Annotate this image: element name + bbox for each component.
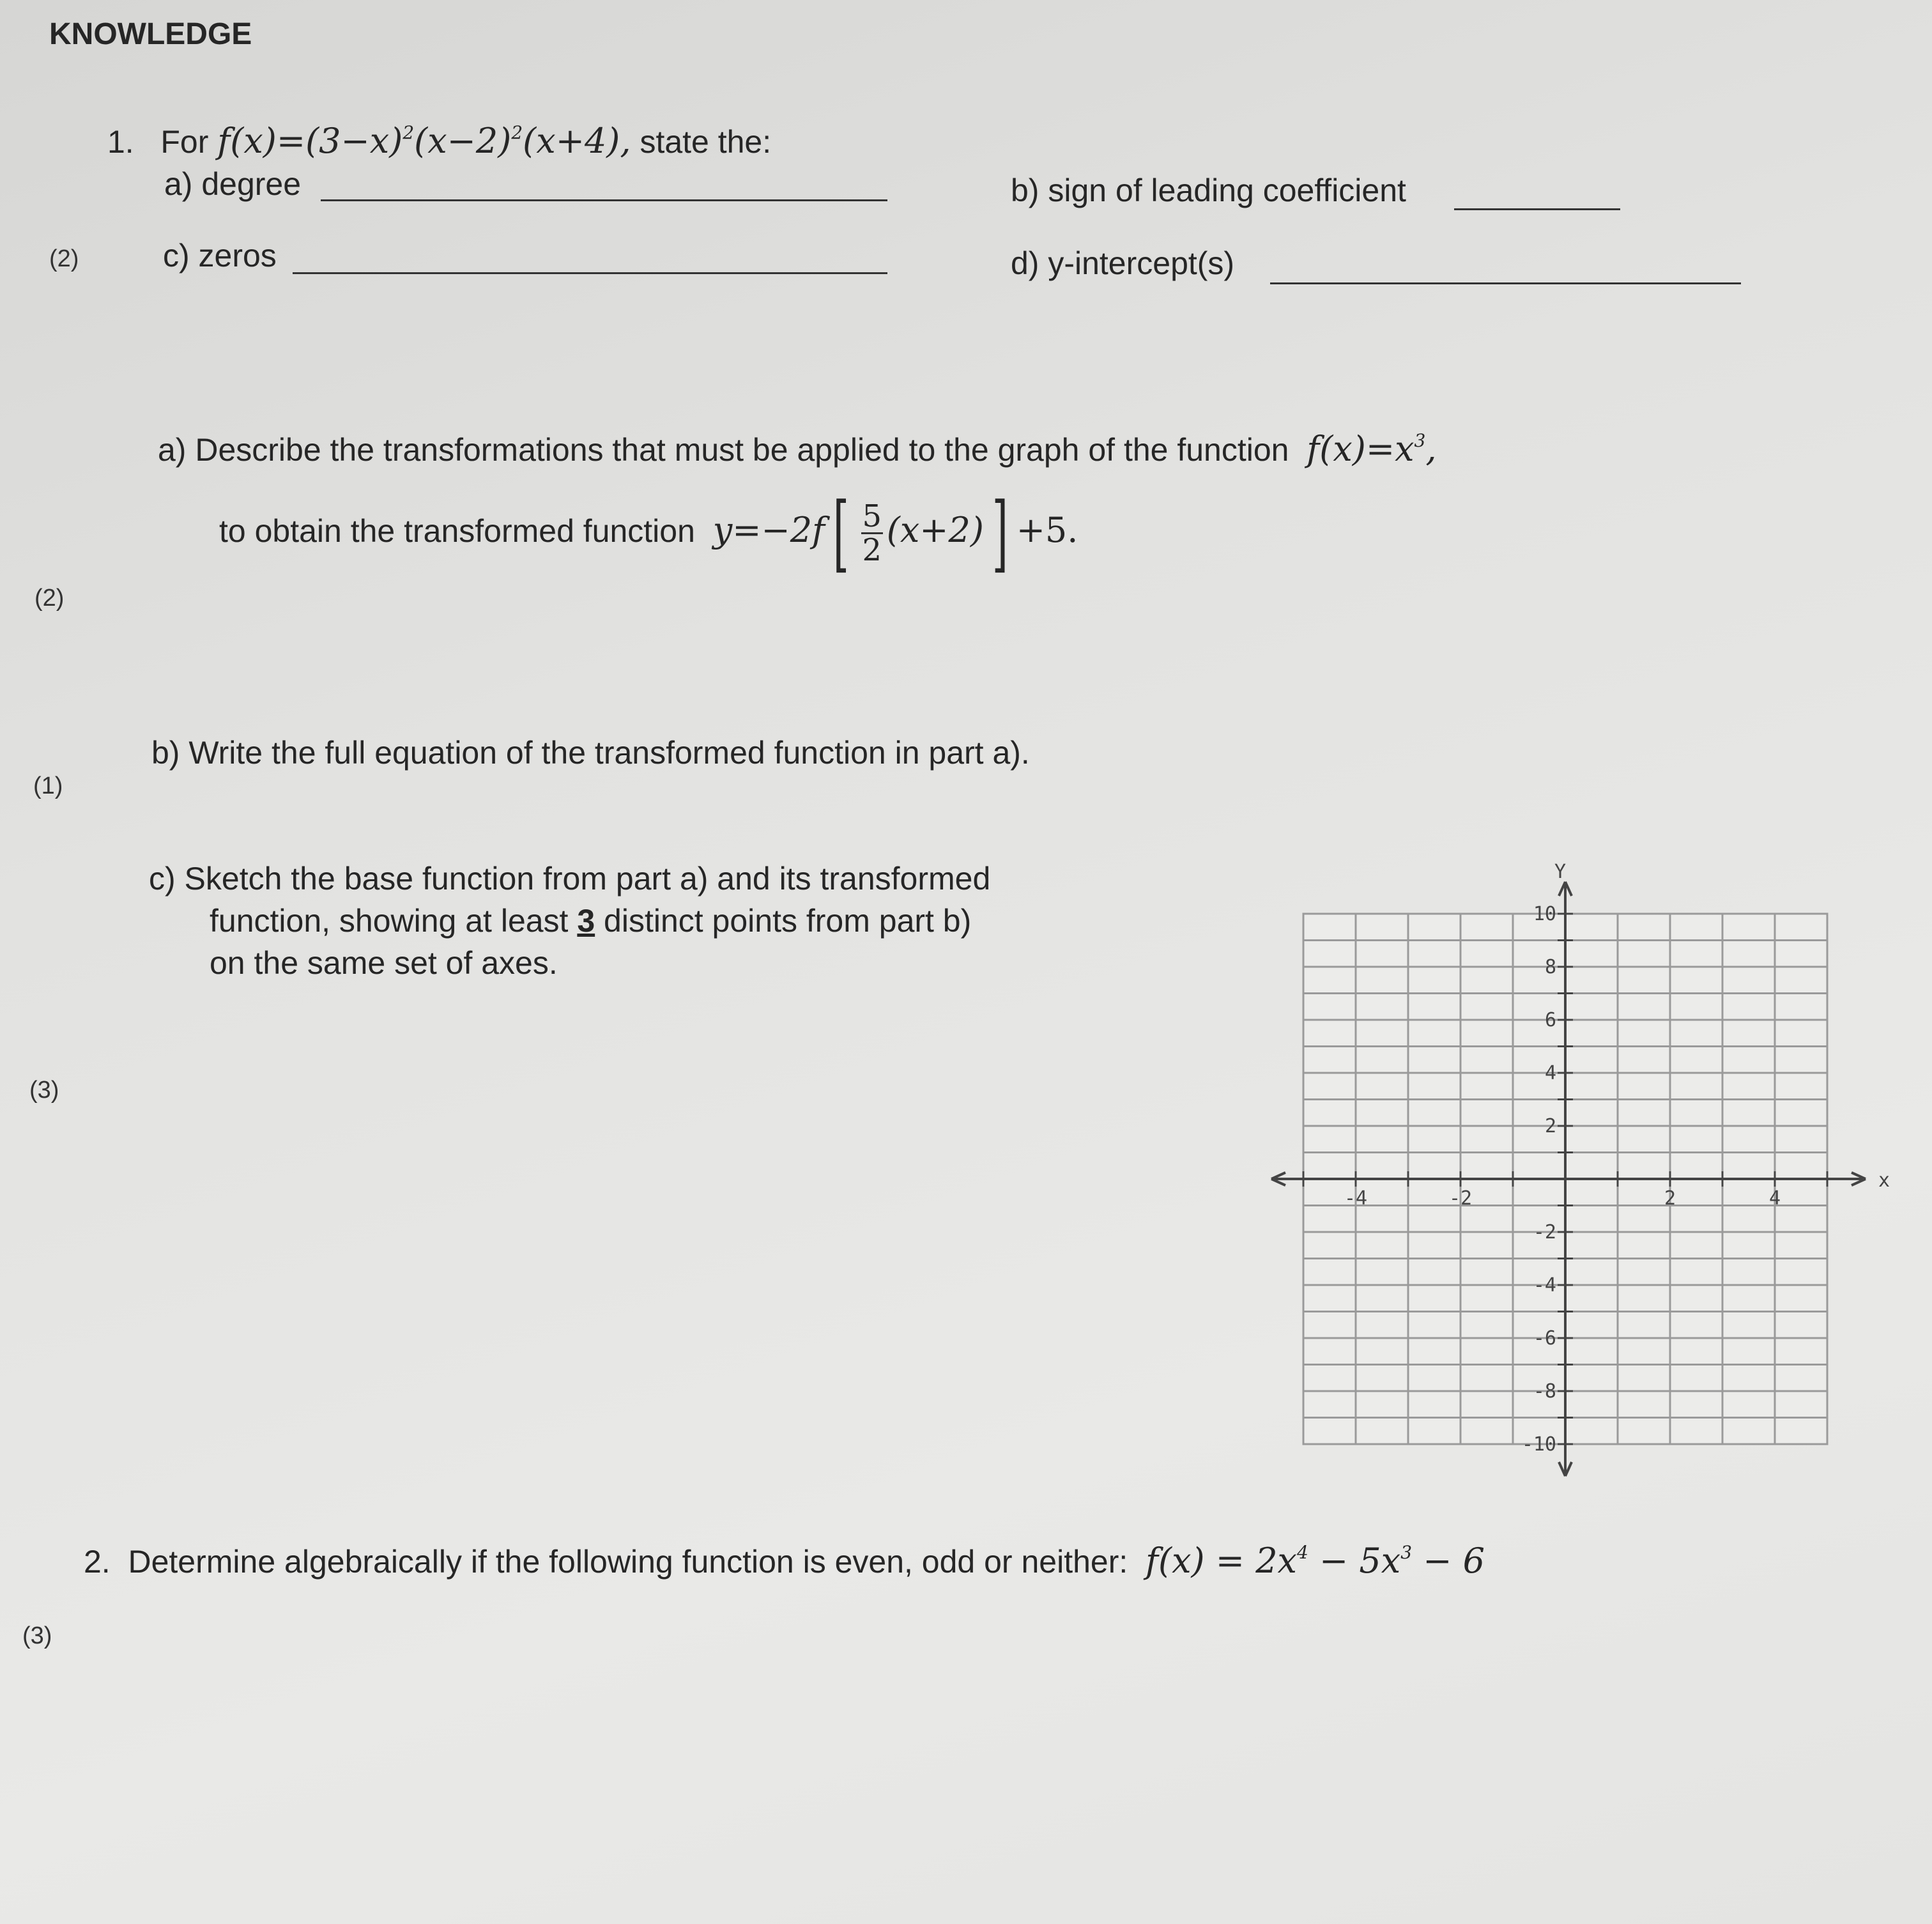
question-2: 2. Determine algebraically if the following function is even, odd or neither: $f(x) = 2x^4 - 5x^3 - 6$ — [84, 1541, 1485, 1581]
function-expression: $f(x)=(3-x)^2(x-2)^2(x+4)$, — [217, 121, 631, 161]
q1-part-c: c) zeros — [163, 238, 277, 273]
y-tick-label: 10 — [1533, 903, 1556, 925]
y-tick-label: 8 — [1544, 956, 1556, 978]
marks-label: (2) — [34, 585, 65, 612]
intro-text: For — [160, 124, 209, 160]
x-tick-label: 4 — [1768, 1187, 1781, 1210]
section-heading: KNOWLEDGE — [49, 17, 252, 51]
y-tick-label: 4 — [1544, 1062, 1556, 1084]
y-tick-label: -2 — [1533, 1221, 1556, 1243]
marks-label: (3) — [29, 1077, 59, 1104]
y-tick-label: -10 — [1521, 1433, 1556, 1456]
fraction: $\frac{5}{2}$ — [862, 498, 882, 568]
q1-part-b: b) sign of leading coefficient — [1011, 173, 1406, 208]
x-axis-label: x — [1878, 1169, 1890, 1192]
y-tick-label: -4 — [1533, 1274, 1556, 1297]
marks-label: (3) — [22, 1622, 52, 1649]
answer-line-d[interactable] — [1270, 282, 1741, 284]
question-1-stem — [107, 114, 771, 161]
transform-part-a: a) Describe the transformations that must be applied to the graph of the function $f(x)=x^3$, — [158, 429, 1437, 469]
marks-label: (1) — [33, 773, 63, 799]
y-tick-label: -8 — [1533, 1380, 1556, 1403]
base-function: $f(x)=x^3$, — [1307, 429, 1437, 469]
answer-line-c[interactable] — [293, 272, 887, 274]
marks-label: (2) — [49, 245, 79, 272]
x-tick-label: -2 — [1448, 1187, 1473, 1210]
q2-function: $f(x) = 2x^4 - 5x^3 - 6$ — [1146, 1541, 1485, 1581]
y-axis-label: Y — [1554, 861, 1567, 883]
answer-line-b[interactable] — [1454, 208, 1620, 210]
transform-part-b: b) Write the full equation of the transformed function in part a). — [151, 735, 1030, 771]
transform-part-c-line2: function, showing at least 3 distinct points from part b) — [210, 903, 972, 939]
y-tick-label: -6 — [1533, 1327, 1556, 1350]
question-number: 1. — [107, 124, 134, 160]
y-tick-label: 6 — [1544, 1009, 1556, 1031]
x-tick-label: -4 — [1344, 1187, 1368, 1210]
x-tick-label: 2 — [1664, 1187, 1676, 1210]
q1-part-d: d) y-intercept(s) — [1011, 245, 1235, 281]
transform-part-c-line3: on the same set of axes. — [210, 945, 558, 981]
y-tick-label: 2 — [1544, 1115, 1556, 1137]
stem-tail: state the: — [640, 124, 772, 160]
transformed-equation: y=−2f[ $\frac{5}{2}$ (x+2)] +5. — [712, 484, 1078, 581]
q1-part-a: a) degree — [164, 166, 302, 202]
transform-part-c: c) Sketch the base function from part a) and its transformed — [149, 861, 991, 897]
transform-part-a-line2: to obtain the transformed function y=−2f[ $\frac{5}{2}$ (x+2)] +5. — [219, 484, 1078, 581]
coordinate-grid[interactable] — [1265, 856, 1904, 1482]
answer-line-a[interactable] — [321, 199, 887, 201]
